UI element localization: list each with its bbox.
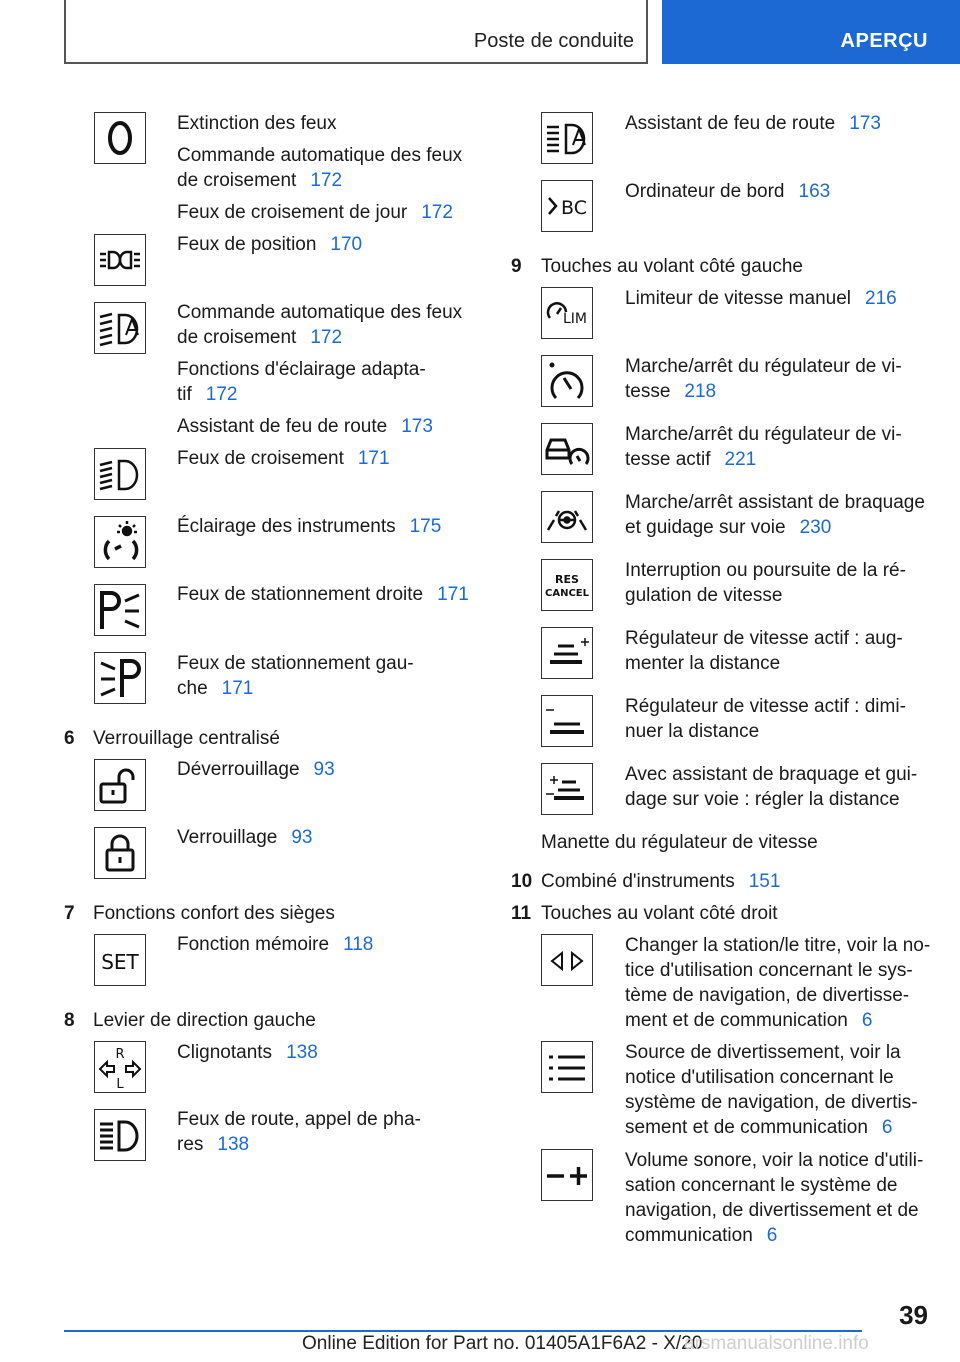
- list-item: Marche/arrêt assistant de braquage et guidage sur voie 230: [625, 492, 925, 538]
- volume-icon: [541, 1149, 593, 1201]
- list-item: Limiteur de vitesse manuel 216: [625, 288, 897, 309]
- header-title: Poste de conduite: [473, 30, 634, 52]
- speed-limiter-icon: [541, 287, 593, 339]
- section-title: Levier de direction gauche: [93, 1010, 316, 1031]
- list-item: Avec assistant de braquage et gui- dage sur voie : régler la distance: [625, 764, 918, 810]
- list-item: Extinction des feux: [177, 113, 337, 134]
- svg-text:CANCEL: CANCEL: [545, 588, 589, 599]
- lock-icon: [94, 827, 146, 879]
- page-ref-link[interactable]: 93: [291, 827, 313, 848]
- section-number: 7: [64, 903, 75, 924]
- section-number: 6: [64, 728, 75, 749]
- page-ref-link[interactable]: 173: [401, 416, 433, 437]
- list-item: Feux de croisement de jour 172: [177, 202, 453, 223]
- list-item: Feux de position 170: [177, 234, 363, 255]
- page-ref-link[interactable]: 175: [409, 516, 442, 537]
- list-item: Marche/arrêt du régulateur de vi- tesse actif 221: [625, 424, 902, 470]
- section-footer-text: Manette du régulateur de vitesse: [541, 832, 818, 853]
- page-ref-link[interactable]: 138: [286, 1042, 318, 1063]
- list-item: Feux de stationnement droite 171: [177, 584, 469, 605]
- header-section-label: APERÇU: [840, 30, 928, 52]
- header-section-tab[interactable]: [662, 0, 960, 64]
- page-ref-link[interactable]: 138: [217, 1134, 250, 1155]
- prev-next-icon: [541, 934, 593, 986]
- svg-text:SET: SET: [101, 950, 139, 974]
- list-item: Feux de stationnement gau- che 171: [177, 653, 414, 699]
- steering-assist-icon: [541, 491, 593, 543]
- entertainment-source-icon: [541, 1041, 593, 1093]
- page-ref-link[interactable]: 230: [799, 517, 832, 538]
- page-ref-link[interactable]: 163: [798, 181, 831, 202]
- list-item: Commande automatique des feux de croisement 172: [177, 302, 463, 348]
- page-ref-link[interactable]: 171: [221, 678, 254, 699]
- section-title: Touches au volant côté gauche: [541, 256, 803, 277]
- page-ref-link[interactable]: 6: [766, 1225, 778, 1246]
- svg-text:BC: BC: [561, 197, 587, 219]
- res-cancel-icon: [541, 559, 593, 611]
- high-beam-icon: [94, 1109, 146, 1161]
- page-ref-link[interactable]: 171: [437, 584, 469, 605]
- svg-text:R: R: [115, 1047, 125, 1062]
- position-lights-icon: [94, 234, 146, 286]
- section-title: Combiné d'instruments 151: [541, 871, 781, 892]
- list-item: Éclairage des instruments 175: [177, 516, 442, 537]
- page-ref-link[interactable]: 221: [724, 449, 757, 470]
- svg-text:L: L: [116, 1077, 124, 1090]
- section-title: Fonctions confort des sièges: [93, 903, 335, 924]
- lights-off-icon: [94, 112, 146, 164]
- list-item: Changer la station/le titre, voir la no- tice d'utilisation concernant le sys- tème de navigation, de divertisse- ment et de communication 6: [625, 935, 931, 1031]
- page-ref-link[interactable]: 216: [865, 288, 897, 309]
- list-item: Marche/arrêt du régulateur de vi- tesse 218: [625, 356, 902, 402]
- footer-edition: Online Edition for Part no. 01405A1F6A2 - X/20: [302, 1333, 703, 1354]
- page-ref-link[interactable]: 170: [330, 234, 363, 255]
- page-ref-link[interactable]: 93: [313, 759, 335, 780]
- list-item: Ordinateur de bord 163: [625, 181, 831, 202]
- auto-headlight-icon: [94, 302, 146, 354]
- list-item: Commande automatique des feux de croisement 172: [177, 145, 463, 191]
- list-item: Assistant de feu de route 173: [177, 416, 433, 437]
- parking-light-left-icon: [94, 652, 146, 704]
- page-ref-link[interactable]: 173: [849, 113, 881, 134]
- list-item: Interruption ou poursuite de la ré- gulation de vitesse: [625, 560, 906, 606]
- unlock-icon: [94, 759, 146, 811]
- list-item: Source de divertissement, voir la notice d'utilisation concernant le système de navigation, de divertis- sement et de communication 6: [625, 1042, 918, 1138]
- section-number: 11: [511, 903, 532, 924]
- low-beam-icon: [94, 448, 146, 500]
- header-title-box: [64, 0, 648, 64]
- page-ref-link[interactable]: 172: [310, 327, 343, 348]
- page-ref-link[interactable]: 6: [881, 1117, 893, 1138]
- active-cruise-control-icon: [541, 423, 593, 475]
- distance-increase-icon: [541, 627, 593, 679]
- svg-text:LIM: LIM: [562, 311, 588, 327]
- page-ref-link[interactable]: 6: [861, 1010, 873, 1031]
- section-title: Touches au volant côté droit: [541, 903, 778, 924]
- onboard-computer-icon: [541, 180, 593, 232]
- page-ref-link[interactable]: 172: [421, 202, 453, 223]
- list-item: Feux de route, appel de pha- res 138: [177, 1109, 422, 1155]
- list-item: Verrouillage 93: [177, 827, 313, 848]
- list-item: Régulateur de vitesse actif : dimi- nuer la distance: [625, 696, 906, 742]
- section-number: 9: [511, 256, 522, 277]
- page-ref-link[interactable]: 218: [684, 381, 717, 402]
- page-ref-link[interactable]: 172: [205, 384, 238, 405]
- distance-decrease-icon: [541, 695, 593, 747]
- list-item: Déverrouillage 93: [177, 759, 335, 780]
- list-item: Régulateur de vitesse actif : aug- menter la distance: [625, 628, 903, 674]
- instrument-lighting-icon: [94, 516, 146, 568]
- page-ref-link[interactable]: 171: [357, 448, 390, 469]
- parking-light-right-icon: [94, 584, 146, 636]
- page-number: 39: [899, 1300, 928, 1330]
- section-title: Verrouillage centralisé: [93, 728, 280, 749]
- set-memory-icon: [94, 934, 146, 986]
- list-item: Volume sonore, voir la notice d'utili- sation concernant le système de navigation, de divertissement et de communication 6: [625, 1150, 924, 1246]
- high-beam-assist-icon: [541, 112, 593, 164]
- list-item: Fonction mémoire 118: [177, 934, 374, 955]
- footer-watermark: arsmanualsonline.info: [684, 1333, 869, 1354]
- list-item: Feux de croisement 171: [177, 448, 390, 469]
- svg-text:RES: RES: [555, 573, 579, 586]
- page-ref-link[interactable]: 172: [310, 170, 343, 191]
- list-item: Clignotants 138: [177, 1042, 318, 1063]
- cruise-control-icon: [541, 355, 593, 407]
- turn-signal-icon: [94, 1041, 146, 1093]
- list-item: Fonctions d'éclairage adapta- tif 172: [177, 359, 426, 405]
- page-ref-link[interactable]: 118: [343, 934, 374, 955]
- distance-adjust-icon: [541, 763, 593, 815]
- footer-divider: [64, 1330, 862, 1332]
- list-item: Assistant de feu de route 173: [625, 113, 881, 134]
- page-ref-link[interactable]: 151: [748, 871, 781, 892]
- section-number: 8: [64, 1010, 75, 1031]
- section-number: 10: [511, 871, 533, 892]
